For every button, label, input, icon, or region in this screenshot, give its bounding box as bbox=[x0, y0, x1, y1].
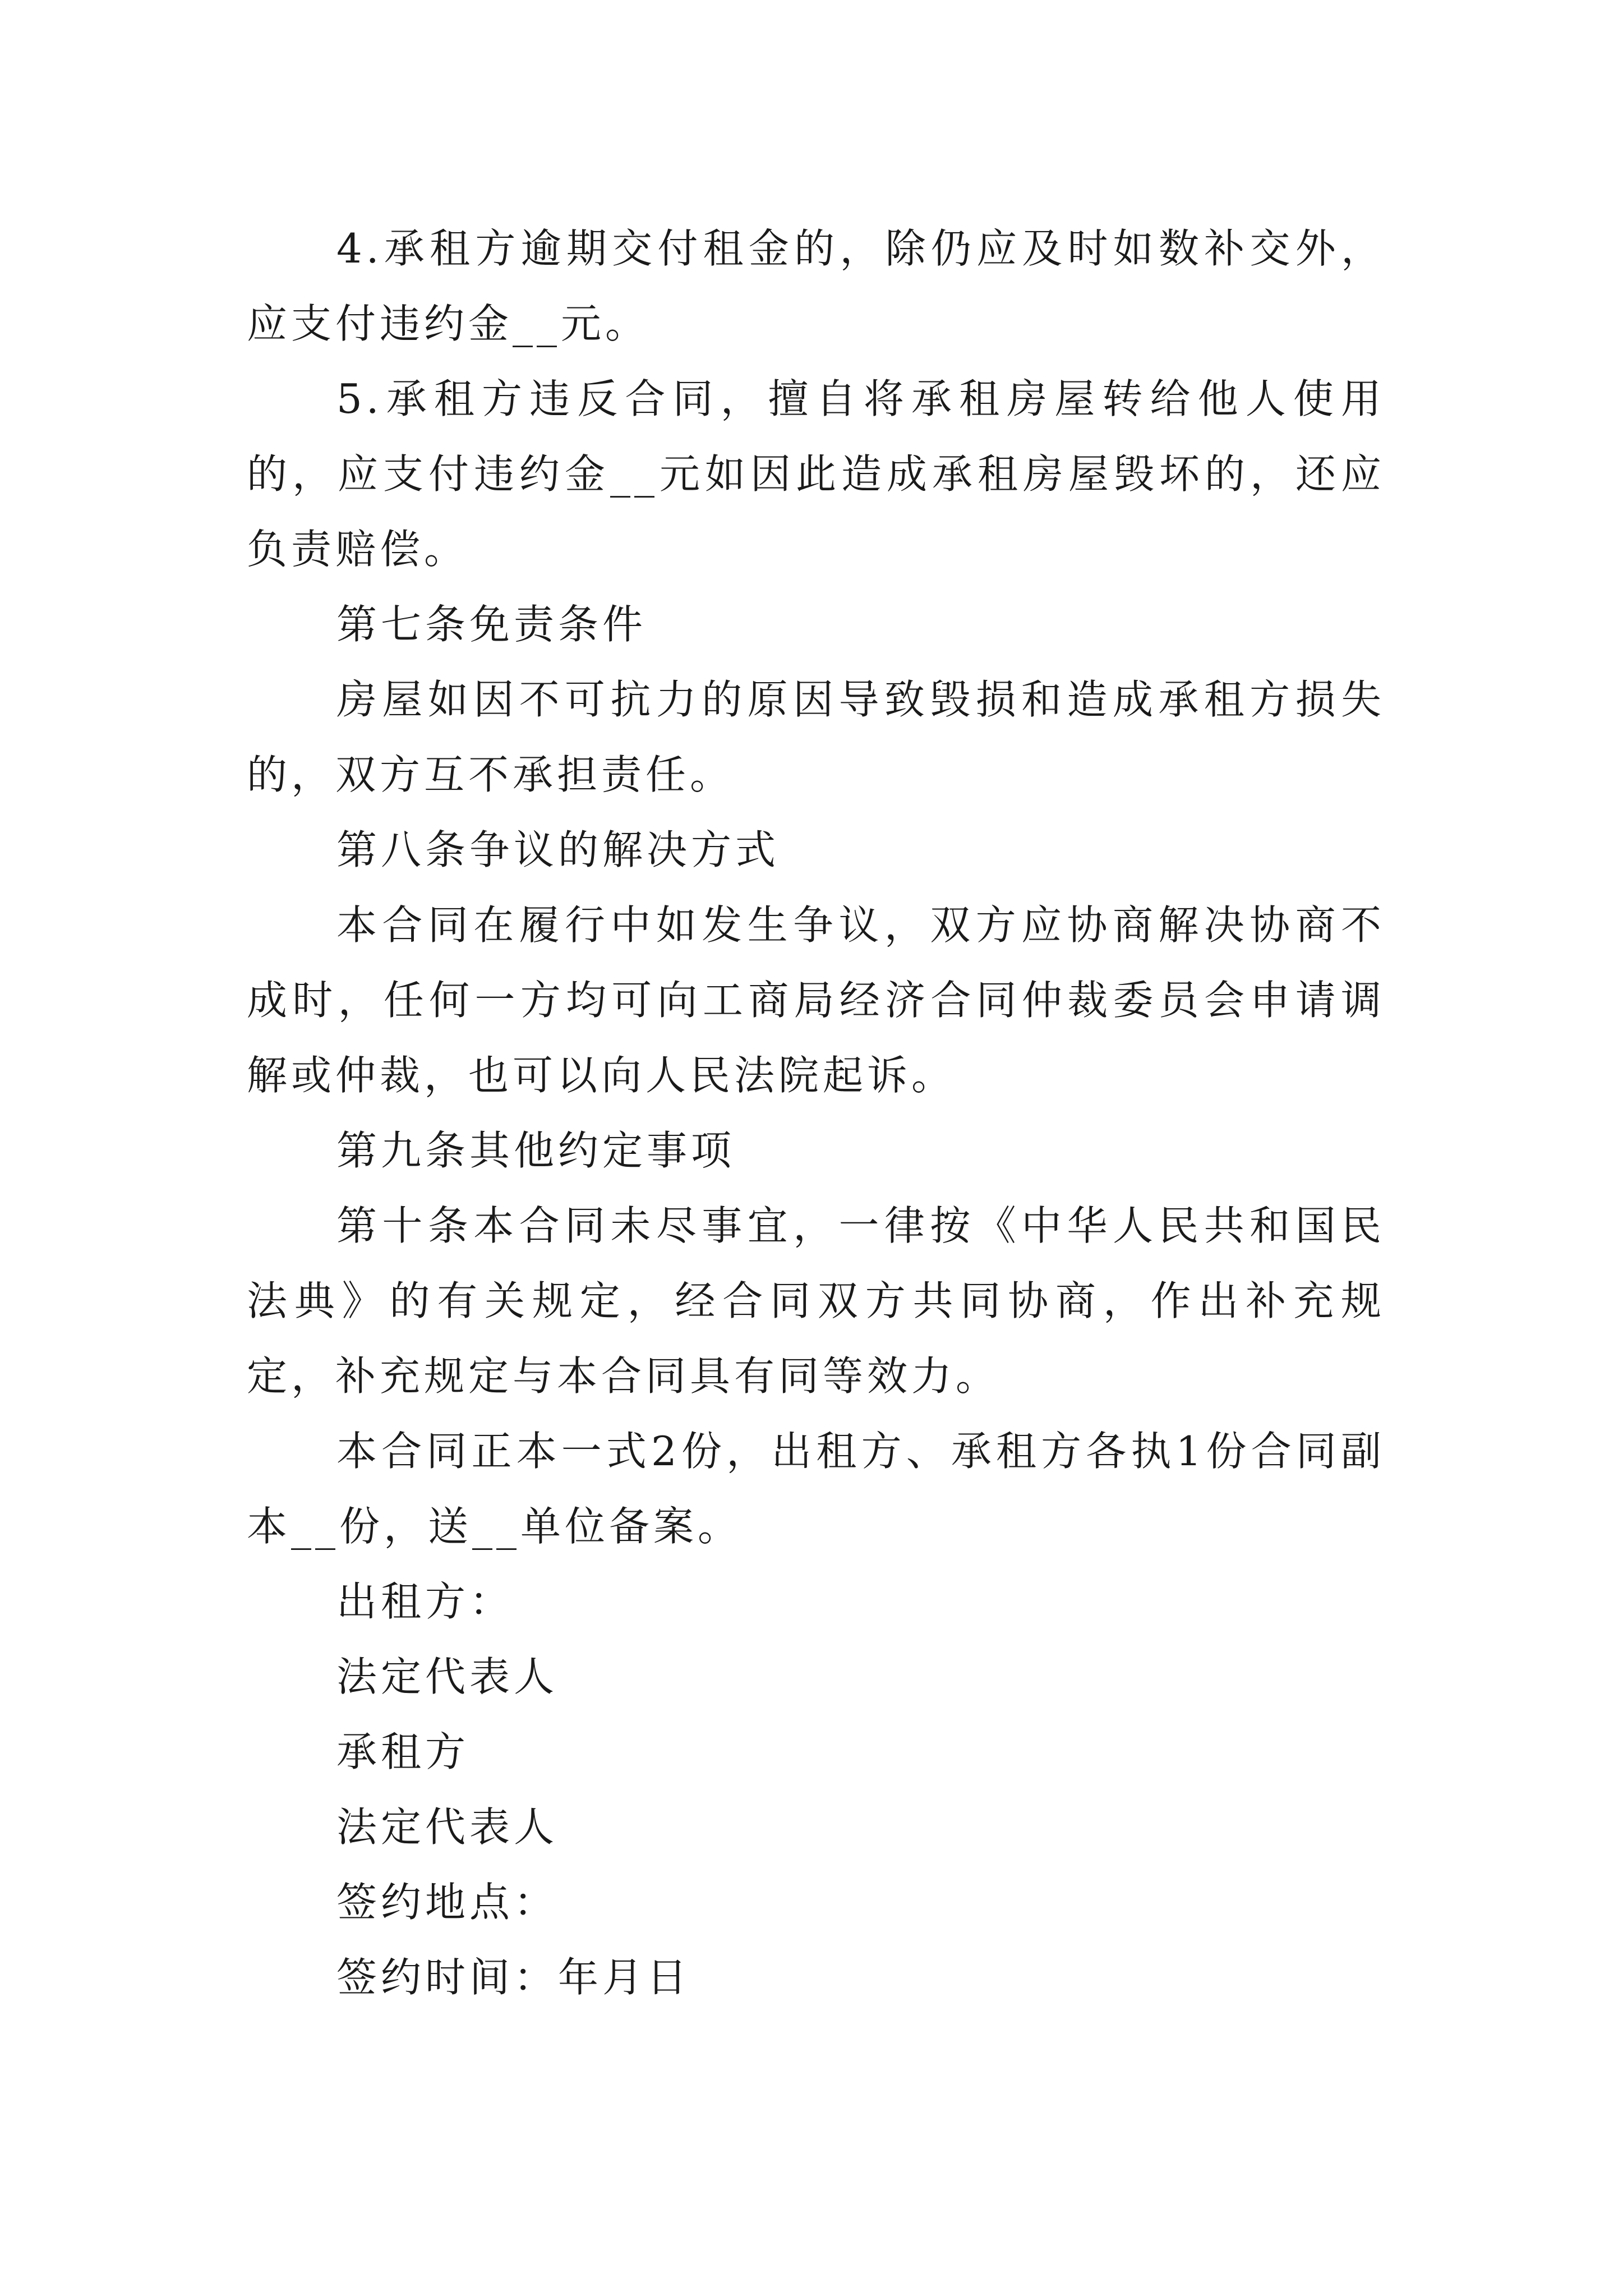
clause-late-rent-penalty: 4.承租方逾期交付租金的，除仍应及时如数补交外，应支付违约金__元。 bbox=[247, 225, 1385, 347]
article-8-text: 本合同在履行中如发生争议，双方应协商解决协商不成时，任何一方均可向工商局经济合同仲裁委员会申请调解或仲裁，也可以向人民法院起诉。 bbox=[247, 901, 1385, 1099]
lessee-representative-label: 法定代表人 bbox=[336, 1803, 559, 1851]
article-10-text: 第十条本合同未尽事宜，一律按《中华人民共和国民法典》的有关规定，经合同双方共同协商，作出补充规定，补充规定与本合同具有同等效力。 bbox=[247, 1202, 1385, 1400]
article-7-text: 房屋如因不可抗力的原因导致毁损和造成承租方损失的，双方互不承担责任。 bbox=[247, 676, 1385, 798]
lessor-label: 出租方： bbox=[336, 1578, 514, 1625]
copies-clause: 本合同正本一式2份，出租方、承租方各执1份合同副本__份，送__单位备案。 bbox=[247, 1428, 1385, 1550]
article-8-heading: 第八条争议的解决方式 bbox=[336, 826, 780, 873]
signing-date-label: 签约时间：年月日 bbox=[336, 1954, 691, 2001]
clause-sublet-penalty: 5.承租方违反合同，擅自将承租房屋转给他人使用的，应支付违约金__元如因此造成承租房屋毁坏的，还应负责赔偿。 bbox=[247, 375, 1385, 573]
document-body bbox=[247, 211, 1385, 2015]
article-7-heading: 第七条免责条件 bbox=[336, 601, 647, 648]
lessee-label: 承租方 bbox=[336, 1728, 470, 1775]
article-9-heading: 第九条其他约定事项 bbox=[336, 1127, 736, 1174]
lessor-representative-label: 法定代表人 bbox=[336, 1653, 559, 1700]
signing-place-label: 签约地点： bbox=[336, 1879, 559, 1926]
